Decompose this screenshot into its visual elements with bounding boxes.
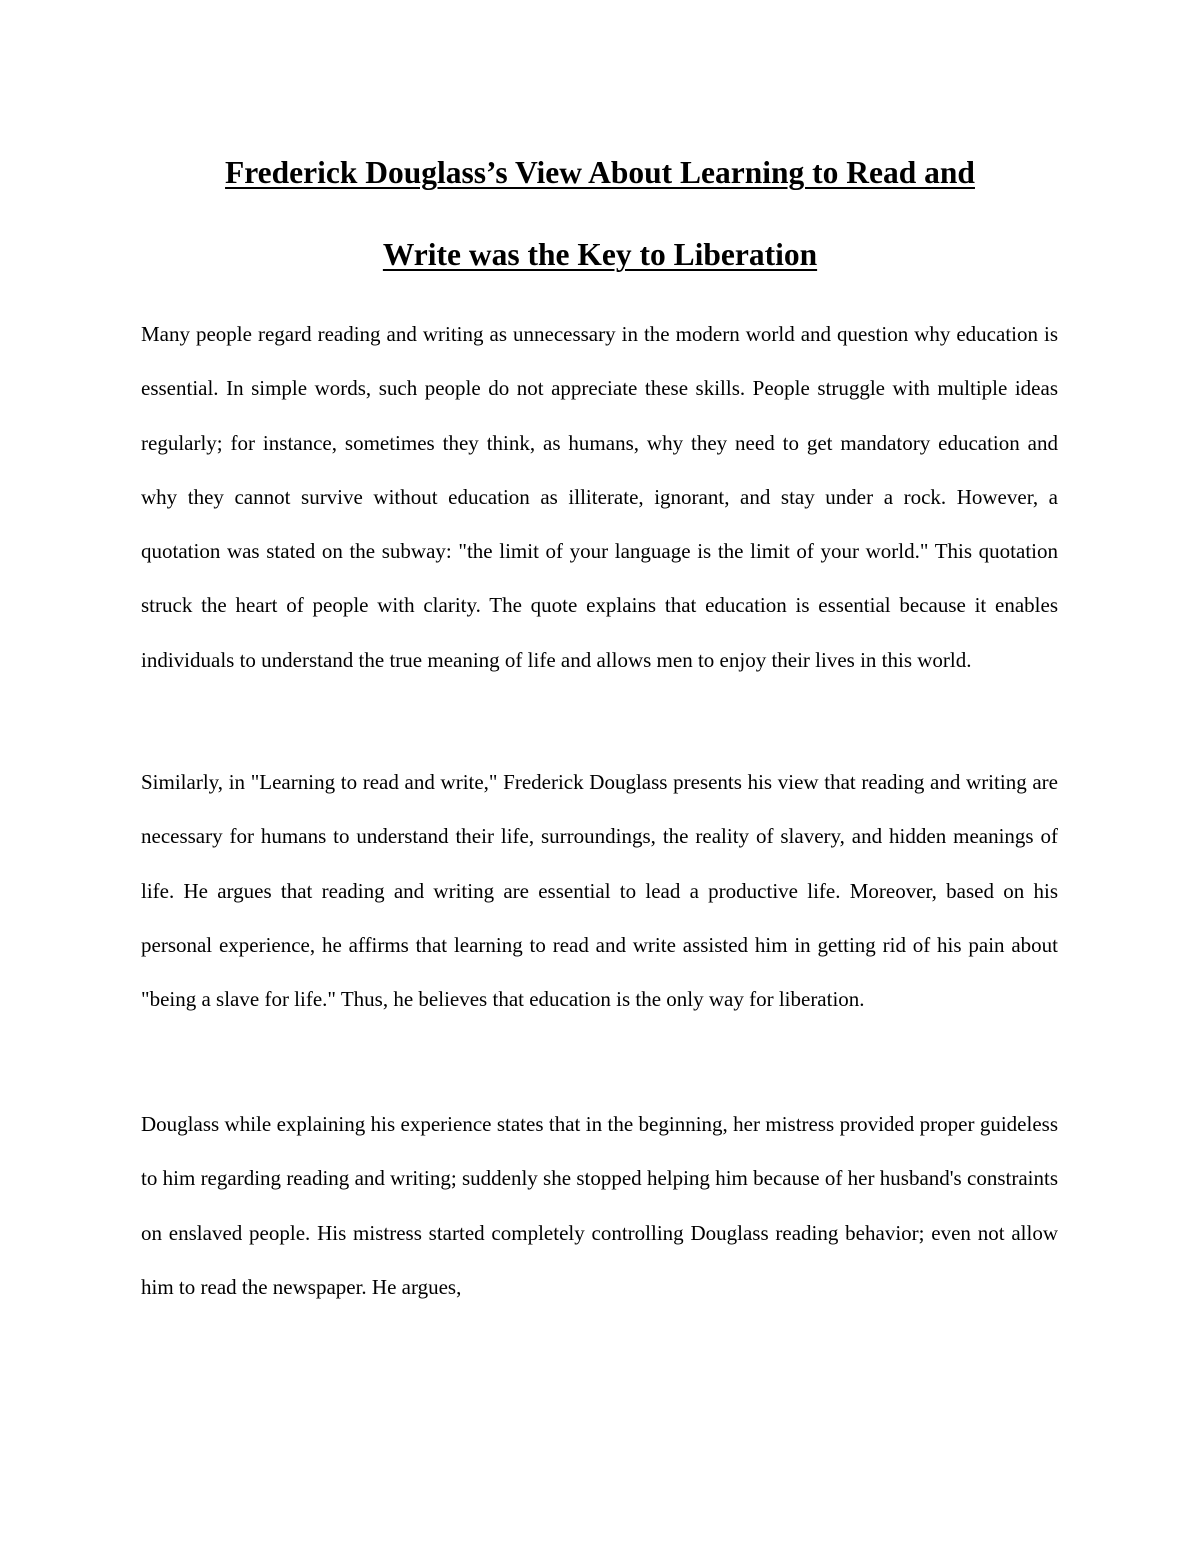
paragraph-2: Similarly, in "Learning to read and write," Frederick Douglass presents his view that reading and writing are necessary for humans to understand their life, surroundings, the reality of slavery, and hidden meanings of life. He argues that reading and writing are essential to lead a productive life. Moreover, based on his personal experience, he affirms that learning to read and write assisted him in getting rid of his pain about "being a slave for life." Thus, he believes that education is the only way for liberation. xyxy=(141,770,1058,1012)
paragraph-1: Many people regard reading and writing as unnecessary in the modern world and question why education is essential. In simple words, such people do not appreciate these skills. People struggle with multiple ideas regularly; for instance, sometimes they think, as humans, why they need to get mandatory education and why they cannot survive without education as illiterate, ignorant, and stay under a rock. However, a quotation was stated on the subway: "the limit of your language is the limit of your world." This quotation struck the heart of people with clarity. The quote explains that education is essential because it enables individuals to understand the true meaning of life and allows men to enjoy their lives in this world. xyxy=(141,322,1058,672)
title-line-2: Write was the Key to Liberation xyxy=(382,237,818,272)
title-line-1: Frederick Douglass’s View About Learning to Read and xyxy=(225,155,975,190)
document-title xyxy=(120,132,1080,296)
paragraph-3: Douglass while explaining his experience states that in the beginning, her mistress provided proper guideless to him regarding reading and writing; suddenly she stopped helping him because of her husband's constraints on enslaved people. His mistress started completely controlling Douglass reading behavior; even not allow him to read the newspaper. He argues, xyxy=(141,1112,1058,1299)
